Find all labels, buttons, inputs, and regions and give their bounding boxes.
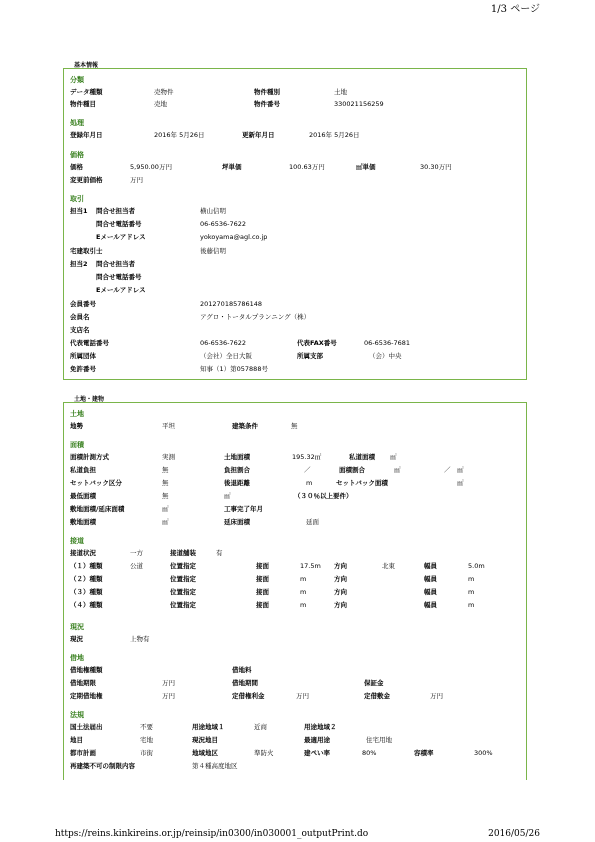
value: yokoyama@agl.co.jp bbox=[200, 233, 268, 241]
label: 方向 bbox=[334, 562, 347, 570]
head-menseki: 面積 bbox=[70, 441, 84, 449]
label: 問合せ電話番号 bbox=[96, 273, 142, 281]
label: 敷地面積/延床面積 bbox=[70, 505, 125, 513]
head-tochi: 土地 bbox=[70, 410, 84, 418]
section-title-basic: 基本情報 bbox=[74, 62, 99, 69]
section-title-land: 土地・建物 bbox=[74, 396, 105, 403]
value: 5,950.00万円 bbox=[130, 163, 172, 171]
label: 国土法届出 bbox=[70, 723, 103, 731]
label: 接道舗装 bbox=[170, 549, 196, 557]
value: 17.5m bbox=[300, 562, 321, 570]
head-hoki: 法規 bbox=[70, 711, 84, 719]
label: 位置指定 bbox=[170, 601, 196, 609]
value: 北東 bbox=[382, 562, 395, 570]
value: 一方 bbox=[130, 549, 143, 557]
value: 無 bbox=[162, 479, 169, 487]
value: ㎡ bbox=[390, 453, 397, 461]
value: 万円 bbox=[162, 679, 175, 687]
value: m bbox=[300, 575, 307, 583]
value: 万円 bbox=[130, 176, 143, 184]
label: Eメールアドレス bbox=[96, 286, 146, 294]
value: 横山信明 bbox=[200, 207, 226, 215]
label: 最低面積 bbox=[70, 492, 96, 500]
label: 会員名 bbox=[70, 313, 90, 321]
label: 問合せ担当者 bbox=[96, 207, 135, 215]
label: 借地料 bbox=[232, 666, 252, 674]
basic-info-box bbox=[63, 68, 527, 380]
label: 定期借地権 bbox=[70, 692, 103, 700]
label: 現況 bbox=[70, 635, 83, 643]
value: 無 bbox=[162, 466, 169, 474]
label: 代表電話番号 bbox=[70, 339, 109, 347]
label: 問合せ担当者 bbox=[96, 260, 135, 268]
value: 平坦 bbox=[162, 422, 175, 430]
label: 坪単価 bbox=[222, 163, 242, 171]
value: 延面 bbox=[306, 518, 319, 526]
value: ／ bbox=[444, 466, 451, 474]
value: 近商 bbox=[254, 723, 267, 731]
label: 接道状況 bbox=[70, 549, 96, 557]
label: 借地期限 bbox=[70, 679, 96, 687]
label: セットバック区分 bbox=[70, 479, 122, 487]
value: 準防火 bbox=[254, 749, 274, 757]
value: 土地 bbox=[334, 88, 347, 96]
label: 敷地面積 bbox=[70, 518, 96, 526]
footer-date: 2016/05/26 bbox=[488, 829, 540, 839]
label: 延床面積 bbox=[224, 518, 250, 526]
label: 後退距離 bbox=[224, 479, 250, 487]
value: 知事（1）第057888号 bbox=[200, 365, 268, 373]
value: 有 bbox=[216, 549, 223, 557]
label: 地域地区 bbox=[192, 749, 218, 757]
value: m bbox=[306, 479, 313, 487]
label: 借地期間 bbox=[232, 679, 258, 687]
label: 保証金 bbox=[364, 679, 384, 687]
head-shori: 処理 bbox=[70, 119, 84, 127]
value: 無 bbox=[291, 422, 298, 430]
label: 幅員 bbox=[424, 601, 437, 609]
label: 接面 bbox=[256, 562, 269, 570]
label: 土地面積 bbox=[224, 453, 250, 461]
value: m bbox=[468, 588, 475, 596]
label: 私道負担 bbox=[70, 466, 96, 474]
label: 建築条件 bbox=[232, 422, 258, 430]
value: ㎡ bbox=[224, 492, 231, 500]
label: ㎡単価 bbox=[356, 163, 376, 171]
value: 宅地 bbox=[140, 736, 153, 744]
label: 代表FAX番号 bbox=[297, 339, 337, 347]
value: 実測 bbox=[162, 453, 175, 461]
label: 方向 bbox=[334, 575, 347, 583]
label: 幅員 bbox=[424, 575, 437, 583]
value: ／ bbox=[304, 466, 311, 474]
value: m bbox=[300, 601, 307, 609]
head-setsudo: 接道 bbox=[70, 537, 84, 545]
label: 建ぺい率 bbox=[304, 749, 330, 757]
label: 地目 bbox=[70, 736, 83, 744]
label: 幅員 bbox=[424, 562, 437, 570]
label: 所属団体 bbox=[70, 352, 96, 360]
value: 万円 bbox=[296, 692, 309, 700]
label: （２）種類 bbox=[70, 575, 103, 583]
value: 住宅用地 bbox=[366, 736, 392, 744]
value: ㎡ bbox=[457, 479, 464, 487]
value: 上物有 bbox=[130, 635, 150, 643]
label: 工事完了年月 bbox=[224, 505, 263, 513]
label: （３）種類 bbox=[70, 588, 103, 596]
label: 会員番号 bbox=[70, 300, 96, 308]
head-bunrui: 分類 bbox=[70, 76, 84, 84]
value: 30.30万円 bbox=[420, 163, 452, 171]
label: 担当1 bbox=[70, 207, 88, 215]
label: 最適用途 bbox=[304, 736, 330, 744]
value: 195.32㎡ bbox=[292, 453, 322, 461]
value: （会）中央 bbox=[369, 352, 402, 360]
label: Eメールアドレス bbox=[96, 233, 146, 241]
value: m bbox=[468, 601, 475, 609]
value: 売物件 bbox=[154, 88, 174, 96]
label: （１）種類 bbox=[70, 562, 103, 570]
value: 万円 bbox=[430, 692, 443, 700]
value: ㎡ bbox=[162, 518, 169, 526]
label: 私道面積 bbox=[349, 453, 375, 461]
value: 万円 bbox=[162, 692, 175, 700]
label: （４）種類 bbox=[70, 601, 103, 609]
label: 物件種目 bbox=[70, 100, 96, 108]
label: 面積割合 bbox=[339, 466, 365, 474]
label: セットバック面積 bbox=[336, 479, 388, 487]
label: 免許番号 bbox=[70, 365, 96, 373]
value: 2016年 5月26日 bbox=[154, 131, 205, 139]
value: 公道 bbox=[130, 562, 143, 570]
land-building-box bbox=[63, 402, 527, 780]
label: 現況地目 bbox=[192, 736, 218, 744]
label: 支店名 bbox=[70, 326, 90, 334]
value: ㎡ bbox=[394, 466, 401, 474]
label: 位置指定 bbox=[170, 588, 196, 596]
label: 借地権種類 bbox=[70, 666, 103, 674]
label: 物件種別 bbox=[254, 88, 280, 96]
label: 面積計測方式 bbox=[70, 453, 109, 461]
value: 100.63万円 bbox=[289, 163, 325, 171]
label: 接面 bbox=[256, 575, 269, 583]
label: 所属支部 bbox=[297, 352, 323, 360]
value: 市街 bbox=[140, 749, 153, 757]
footer-url: https://reins.kinkireins.or.jp/reinsip/in0300/in030001_outputPrint.do bbox=[55, 829, 369, 839]
label: 再建築不可の制限内容 bbox=[70, 762, 135, 770]
label: 担当2 bbox=[70, 260, 88, 268]
label: 負担割合 bbox=[224, 466, 250, 474]
value: 無 bbox=[162, 492, 169, 500]
value: m bbox=[300, 588, 307, 596]
label: 接面 bbox=[256, 588, 269, 596]
value: 不要 bbox=[140, 723, 153, 731]
head-genkyo: 現況 bbox=[70, 623, 84, 631]
value: 売地 bbox=[154, 100, 167, 108]
value: アグロ・トータルプランニング（株） bbox=[200, 313, 311, 321]
value: 第４種高度地区 bbox=[192, 762, 238, 770]
value: （３０％以上要件） bbox=[294, 492, 353, 500]
label: 物件番号 bbox=[254, 100, 280, 108]
label: 幅員 bbox=[424, 588, 437, 596]
label: データ種類 bbox=[70, 88, 103, 96]
label: 変更前価格 bbox=[70, 176, 103, 184]
value: 300% bbox=[474, 749, 493, 757]
label: 用途地域２ bbox=[304, 723, 337, 731]
value: 201270185786148 bbox=[200, 300, 263, 308]
value: 06-6536-7622 bbox=[200, 220, 247, 228]
head-kakaku: 価格 bbox=[70, 151, 84, 159]
value: 後藤信明 bbox=[200, 247, 226, 255]
label: 方向 bbox=[334, 601, 347, 609]
value: m bbox=[468, 575, 475, 583]
value: 80% bbox=[362, 749, 377, 757]
label: 位置指定 bbox=[170, 562, 196, 570]
label: 宅建取引士 bbox=[70, 247, 103, 255]
label: 接面 bbox=[256, 601, 269, 609]
value: 330021156259 bbox=[334, 100, 384, 108]
value: 06-6536-7681 bbox=[364, 339, 411, 347]
page-number: 1/3 ページ bbox=[490, 4, 540, 15]
label: 容積率 bbox=[414, 749, 434, 757]
label: 問合せ電話番号 bbox=[96, 220, 142, 228]
value: （会社）全日大阪 bbox=[200, 352, 252, 360]
value: ㎡ bbox=[457, 466, 464, 474]
label: 価格 bbox=[70, 163, 83, 171]
label: 位置指定 bbox=[170, 575, 196, 583]
label: 方向 bbox=[334, 588, 347, 596]
label: 用途地域１ bbox=[192, 723, 225, 731]
label: 定借権利金 bbox=[232, 692, 265, 700]
label: 都市計画 bbox=[70, 749, 96, 757]
label: 地勢 bbox=[70, 422, 83, 430]
value: ㎡ bbox=[162, 505, 169, 513]
label: 登録年月日 bbox=[70, 131, 103, 139]
label: 定借敷金 bbox=[364, 692, 390, 700]
value: 2016年 5月26日 bbox=[309, 131, 360, 139]
label: 更新年月日 bbox=[242, 131, 275, 139]
value: 06-6536-7622 bbox=[200, 339, 247, 347]
head-torihiki: 取引 bbox=[70, 195, 84, 203]
value: 5.0m bbox=[468, 562, 485, 570]
head-shakuchi: 借地 bbox=[70, 654, 84, 662]
